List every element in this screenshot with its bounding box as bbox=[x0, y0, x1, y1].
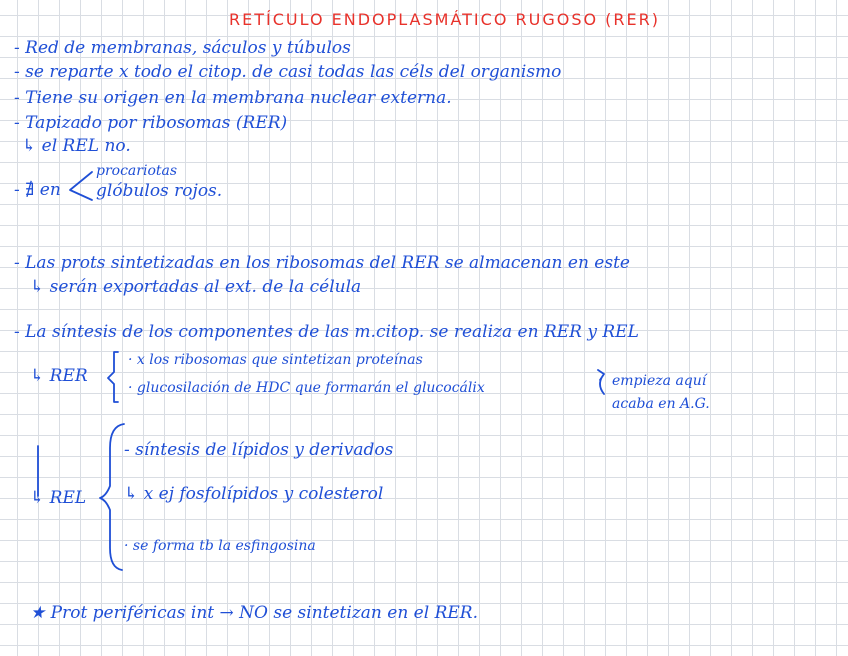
note-line-ribosomes: - Tapizado por ribosomas (RER) bbox=[14, 113, 288, 133]
rer-item-glycosylation: · glucosilación de HDC que formarán el glucocálix bbox=[128, 380, 485, 396]
note-line-origin: - Tiene su origen en la membrana nuclear externa. bbox=[14, 88, 452, 108]
brace-rer bbox=[108, 352, 118, 402]
rel-item-sphingosine: · se forma tb la esfingosina bbox=[124, 538, 316, 554]
note-line-membranes: - Red de membranas, sáculos y túbulos bbox=[14, 38, 351, 58]
rer-label: ↳ RER bbox=[30, 366, 88, 386]
rel-label: ↳ REL bbox=[30, 488, 87, 508]
note-line-proteins-stored: - Las prots sintetizadas en los ribosomas del RER se almacenan en este bbox=[14, 253, 630, 273]
rer-note-ends-golgi: acaba en A.G. bbox=[612, 396, 710, 412]
rel-item-examples: ↳ x ej fosfolípidos y colesterol bbox=[124, 484, 384, 504]
note-line-exported: ↳ serán exportadas al ext. de la célula bbox=[30, 277, 362, 297]
rer-item-ribosomes: · x los ribosomas que sintetizan proteínas bbox=[128, 352, 423, 368]
rel-item-lipids: - síntesis de lípidos y derivados bbox=[124, 440, 394, 460]
rer-note-starts-here: empieza aquí bbox=[612, 373, 707, 389]
note-line-absent-in: - ∄ en bbox=[14, 180, 61, 200]
note-prokaryotes: procariotas bbox=[96, 163, 178, 179]
page-title: RETÍCULO ENDOPLASMÁTICO RUGOSO (RER) bbox=[229, 10, 660, 29]
note-line-synthesis: - La síntesis de los componentes de las m.citop. se realiza en RER y REL bbox=[14, 322, 639, 342]
bracket-prokaryotes bbox=[70, 172, 92, 200]
note-line-rel-no: ↳ el REL no. bbox=[22, 136, 131, 156]
note-line-distribution: - se reparte x todo el citop. de casi todas las céls del organismo bbox=[14, 62, 562, 82]
note-red-blood-cells: glóbulos rojos. bbox=[96, 181, 223, 201]
brace-rel bbox=[100, 424, 124, 570]
footer-note: ★ Prot periféricas int → NO se sintetizan en el RER. bbox=[30, 603, 479, 623]
arrow-glucocalyx-icon bbox=[598, 370, 604, 394]
